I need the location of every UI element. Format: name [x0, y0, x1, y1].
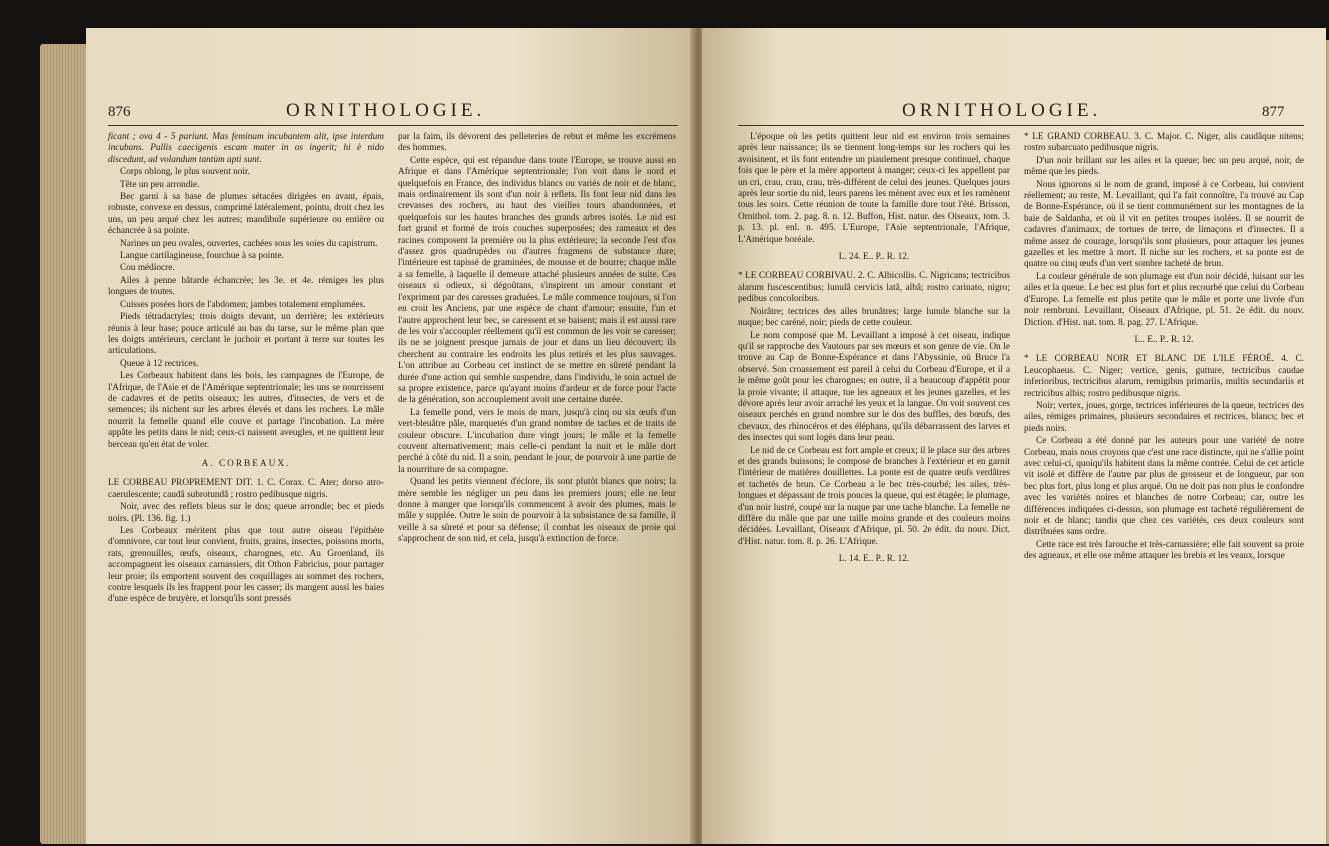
- paragraph: Noir; vertex, joues, gorge, tectrices inférieures de la queue, tectrices des ailes, rémiges primaires, plusieurs secondaires et rectrices, blancs; bec et pieds noirs.: [1024, 400, 1304, 434]
- right-page: [702, 28, 1326, 844]
- paragraph: Narines un peu ovales, ouvertes, cachées sous les soies du capistrum.: [120, 238, 378, 249]
- paragraph: D'un noir brillant sur les ailes et la queue; bec un peu arqué, noir, de même que les pieds.: [1024, 155, 1304, 178]
- section-title: A. CORBEAUX.: [201, 458, 291, 469]
- paragraph: Les Corbeaux méritent plus que tout autre oiseau l'épithète d'omnivore, car tout leur convient, fruits, grains, insectes, poissons morts, rats, grenouilles, œufs, oiseaux, charognes, etc. Au Groenland, ils accompagnent les oiseaux carnassiers, dit Othon Fabricius, pour partager leur proie; ils emportent souvent des coquillages au sommet des rochers, contre lesquels ils les frappent pour les casser; ils mangent aussi les baies d'une espèce de bruyère, et lorsqu'ils sont pressés: [108, 526, 384, 605]
- paragraph: Queue à 12 rectrices.: [120, 358, 199, 369]
- paragraph: Cou médiocre.: [120, 263, 175, 274]
- paragraph: Cette espèce, qui est répandue dans toute l'Europe, se trouve aussi en Afrique et dans l'Amérique septentrionale; l'on voit dans le nord et quelquefois en France, des individus blancs ou variés de noir et de blanc, mais ordinairement ils sont d'un noir à reflets. Ils font leur nid dans les crevasses des rochers, au haut des vieilles tours abandonnées, et quelquefois sur les hautes branches des grands arbres isolés. Le nid est fort grand et formé de trois couches superposées; des rameaux et des racines composent la première ou la plus extérieure; la seconde l'est d'os d'assez gros quadrupèdes ou d'autres fragmens de substance dure; l'intérieure est tapissé de graminées, de mousse et de bourre; chaque mâle a sa femelle, à laquelle il demeure attaché plusieurs années de suite. Ces oiseaux si odieux, si dégoûtans, s'inspirent un amour constant et l'expriment par des caresses graduées. Le mâle commence toujours, si l'on en croit les Anciens, par une espèce de chant d'amour; ensuite, l'un et l'autre approchent leur bec, se caressent et se baisent; mais il est aussi rare de les voir s'accoupler réellement qu'il est commun de les voir se caresser; ils ne se joignent presque jamais de jour et dans un lieu découvert; ils cherchent au contraire les endroits les plus retirés et les plus sauvages. L'on attribue au Corbeau cet instinct de se mettre en sûreté pendant la durée d'une action qui semble suspendre, dans l'individu, le soin actuel de sa propre existence, parce qu'ayant moins d'ardeur et de force pour l'acte de la génération, son accouplement avoit une certaine durée.: [398, 155, 676, 406]
- paragraph: Ailes à penne bâtarde échancrée; les 3e. et 4e. rémiges les plus longues de toutes.: [108, 275, 384, 298]
- paragraph: Nous ignorons si le nom de grand, imposé à ce Corbeau, lui convient réellement; au reste, M. Levaillant, qui l'a fait connoître, l'a trouvé au Cap de Bonne-Espérance, où il se tient communément sur les montagnes de la baie de Saldanha, et où il vit en petites troupes isolées. Il se nourrit de cadavres d'animaux, de tortues de terre, de limaçons et d'insectes. Il a même assez de courage, lorsqu'ils sont plusieurs, pour attaquer les jeunes gazelles et les mettre à mort. Il niche sur les rochers, et sa ponte est de quatre ou cinq œufs d'un vert sombre tacheté de brun.: [1024, 179, 1304, 270]
- paragraph: Langue cartilagineuse, fourchue à sa pointe.: [120, 251, 284, 262]
- left-column-1: [108, 132, 384, 607]
- species-entry: * LE CORBEAU CORBIVAU. 2. C. Albicollis. C. Nigricans; tectricibus alarum fuscescentibus; lunulâ cervicis latâ, albâ; rostro carinato, nigro; pedibus concoloribus.: [738, 271, 1010, 305]
- measurement-ref: L.. E.. P.. R. 12.: [1134, 334, 1194, 345]
- paragraph: Noirâtre; tectrices des ailes brunâtres; large lunule blanche sur la nuque; bec caréné, noir; pieds de cette couleur.: [738, 306, 1010, 329]
- paragraph: Les Corbeaux habitent dans les bois, les campagnes de l'Europe, de l'Afrique, de l'Asie et de l'Amérique septentrionale; les uns se nourrissent de cadavres et de petits oiseaux; les autres, d'insectes, de vers et de semences; ils nichent sur les arbres élevés et dans les rochers. Le mâle nourrit la femelle quand elle couve et partage l'incubation. La mère appâte les petits dans le nid; ceux-ci naissent aveugles, et ne quittent leur berceau qu'en état de voler.: [108, 371, 384, 450]
- header-rule: [108, 125, 678, 126]
- open-book: [30, 14, 1302, 842]
- paragraph: La couleur générale de son plumage est d'un noir décidé, luisant sur les ailes et la queue. Le bec est plus fort et plus recourbé que celui du Corbeau d'Europe. La femelle est plus petite que le mâle et porte une livrée d'un noir rembruni. Levaillant, Oiseaux d'Afrique, pl. 51. 2e édit. du nouv. Diction. d'Hist. nat. tom. 8. pag. 27. L'Afrique.: [1024, 271, 1304, 328]
- running-head: ORNITHOLOGIE.: [902, 100, 1102, 121]
- paragraph: Tête un peu arrondie.: [120, 179, 200, 190]
- paragraph: Quand les petits viennent d'éclore, ils sont plutôt blancs que noirs; la mère semble les négliger un peu dans les premiers jours; elle ne leur donne à manger que lorsqu'ils commencent à avoir des plumes, mais le mâle y supplée. Outre le soin de pourvoir à la subsistance de sa famille, il veille à sa sûreté et pour sa défense; il combat les oiseaux de proie qui s'approchent de son nid, et cela, jusqu'à extinction de force.: [398, 477, 676, 545]
- measurement-ref: L. 14. E.. P.. R. 12.: [838, 554, 910, 565]
- paragraph: L'époque où les petits quittent leur nid est environ trois semaines après leur naissance; ils se tiennent long-temps sur les rochers qui les avoisinent, et ils font entendre un piaulement presque continuel, chaque fois que le père et la mère apportent à manger; ceux-ci les appellent par un cri, crau, crau, crau, très-différent de celui des jeunes. Quelques jours après leur sortie du nid, leurs parens les mènent avec eux et les ramènent tous les soirs. Cette réunion de toute la famille dure tout l'été. Brisson, Ornithol. tom. 2. pag. 8. n. 12. Buffon, Hist. natur. des Oiseaux, tom. 3. p. 13. pl. enl. n. 495. L'Europe, l'Asie septentrionale, l'Afrique, L'Amérique boréale.: [738, 132, 1010, 245]
- paragraph: Cette race est très farouche et très-carnassière; elle fait souvent sa proie des agneaux, et elle ose même attaquer les brebis et les veaux, lorsque: [1024, 539, 1304, 562]
- left-column-2: [398, 132, 676, 547]
- left-page: [86, 28, 694, 844]
- paragraph: Pieds tétradactyles; trois doigts devant, un derrière; les extérieurs réunis à leur base; pouce articulé au bas du tarse, sur le même plan que les doigts antérieurs, cerclant le juchoir et portant à terre sur toutes les articulations.: [108, 312, 384, 357]
- paragraph: Le nom composé que M. Levaillant a imposé à cet oiseau, indique qu'il se rapproche des Vautours par ses mœurs et son genre de vie. On le trouve au Cap de Bonne-Espérance et dans l'Abyssinie, où Bruce l'a observé. Son croassement est pareil à celui du Corbeau d'Europe, et il a le même goût pour les charognes; en outre, il a beaucoup d'appétit pour la proie vivante; il attaque, tue les agneaux et les jeunes gazelles, et les dévore après leur avoir arraché les yeux et la langue. On voit souvent ces oiseaux perchés en grand nombre sur le dos des buffles, des bœufs, des chevaux, des rhinocéros et des éléphans, qu'ils débarrassent des larves et des insectes qui sont logés dans leur peau.: [738, 330, 1010, 444]
- paragraph: Bec garni à sa base de plumes sétacées dirigées en avant, épais, robuste, convexe en dessus, comprimé latéralement, pointu, droit chez les uns, un peu arqué chez les autres; mandibule supérieure ou entière ou échancrée à sa pointe.: [108, 192, 384, 237]
- running-head: ORNITHOLOGIE.: [286, 100, 486, 121]
- paragraph: Cuisses posées hors de l'abdomen; jambes totalement emplumées.: [120, 299, 366, 310]
- right-column-2: [1024, 132, 1304, 564]
- species-entry: * LE CORBEAU NOIR ET BLANC DE L'ILE FÉROÉ. 4. C. Leucophaeus. C. Niger; vertice, genis, gutture, tectricibus caudae inferioribus, tectricibus alarum, remigibus primariis, multis secundariis et rectricibus albis; rostro pedibusque nigris.: [1024, 354, 1304, 399]
- page-number: 877: [1262, 104, 1285, 120]
- paragraph: Corps oblong, le plus souvent noir.: [120, 167, 250, 178]
- species-entry: * LE GRAND CORBEAU. 3. C. Major. C. Niger, alis caudâque nitens; rostro subarcuato pedibusque nigris.: [1024, 132, 1304, 154]
- paragraph: Le nid de ce Corbeau est fort ample et creux; il le place sur des arbres et des grands buissons; le compose de branches à l'extérieur et en garnit l'intérieur de matières douillettes. La ponte est de quatre œufs verdâtres et tachetés de brun. Ce Corbeau a le bec très-courbé; les ailes, très-longues et dépassant de trois pouces la queue, qui est étagée; le plumage, d'un noir lustré, coupé sur la nuque par une tache blanche. La femelle ne diffère du mâle que par une taille moins grande et des couleurs moins décidées. Levaillant, Oiseaux d'Afrique, pl. 50. 2e édit. du nouv. Dict. d'Hist. natur. tom. 8. p. 26. L'Afrique.: [738, 445, 1010, 547]
- species-entry: LE CORBEAU PROPREMENT DIT. 1. C. Corax. C. Ater; dorso atro-caerulescente; caudâ subrotundâ ; rostro pedibusque nigris.: [108, 478, 384, 500]
- measurement-ref: L. 24. E.. P.. R. 12.: [838, 252, 910, 263]
- paragraph: ficant ; ova 4 - 5 pariunt. Mas feminam incubantem alit, ipse interdum incubans. Pullis caecigenis escam mater in os ingerit; hi è nido discedunt, ad volandum tantùm apti sunt.: [108, 132, 384, 165]
- paragraph: par la faim, ils dévorent des pelleteries de rebut et même les excrémens des hommes.: [398, 132, 676, 154]
- paragraph: La femelle pond, vers le mois de mars, jusqu'à cinq ou six œufs d'un vert-bleuâtre pâle, marquetés d'un grand nombre de taches et de traits de couleur obscure. L'incubation dure vingt jours; le mâle et la femelle couvent alternativement; mais celle-ci pendant la nuit et le mâle dort perché à côté du nid. Il a soin, pendant le jour, de pourvoir à une partie de la nourriture de sa compagne.: [398, 407, 676, 475]
- page-number: 876: [108, 104, 131, 120]
- paragraph: Noir, avec des reflets bleus sur le dos; queue arrondie; bec et pieds noirs. (Pl. 136. fig. 1.): [108, 502, 384, 524]
- paragraph: Ce Corbeau a été donné par les auteurs pour une variété de notre Corbeau, mais nous croyons que c'est une race distincte, qui ne s'allie point avec celui-ci, quoiqu'ils habitent dans la même contrée. Celui de cet article vit isolé et diffère de l'autre par plus de grosseur et de longueur, par son bec plus fort, plus long et plus arqué. On ne doit pas non plus le confondre avec les variétés noires et blanches de notre Corbeau; car, outre les différences indiquées ci-dessus, son plumage est tacheté régulièrement de noir et de blanc; tandis que chez ces variétés, ces deux couleurs sont distribuées sans ordre.: [1024, 436, 1304, 538]
- page-edges-left: [40, 44, 86, 844]
- right-column-1: [738, 132, 1010, 574]
- header-rule: [738, 125, 1304, 126]
